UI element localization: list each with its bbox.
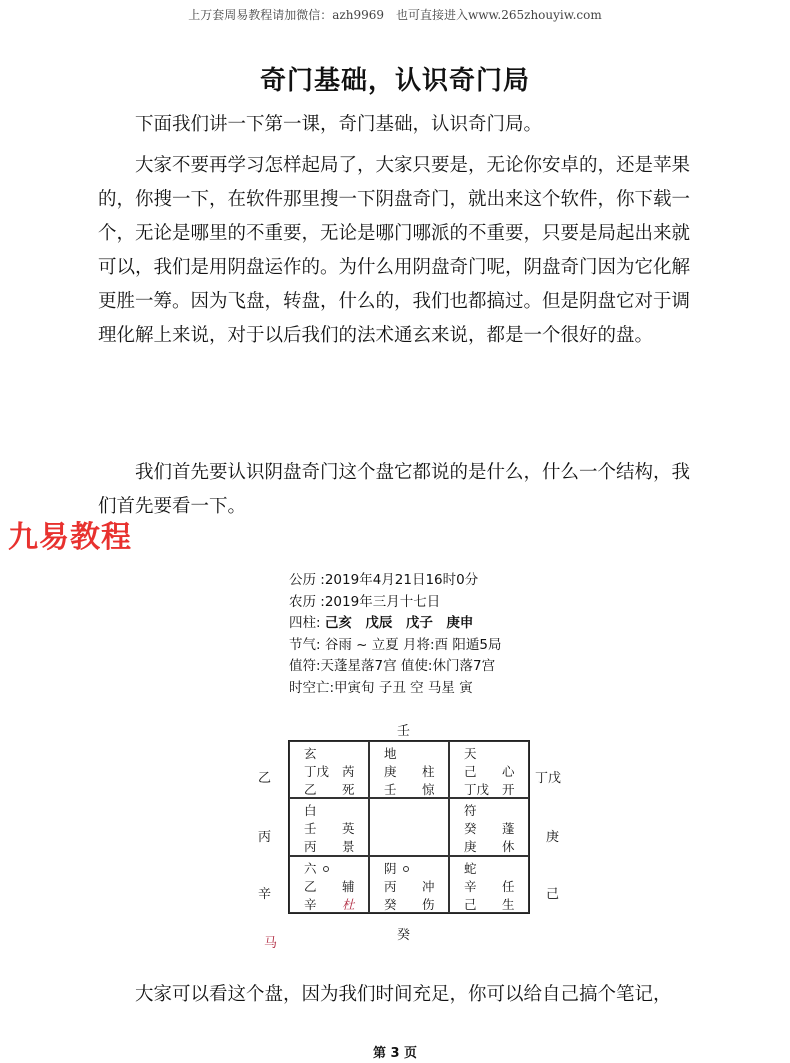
palace-god: 玄 (304, 746, 317, 761)
palace-cell-4 (289, 798, 369, 855)
paragraph-3: 我们首先要认识阴盘奇门这个盘它都说的是什么，什么一个结构，我们首先要看一下。 (98, 462, 691, 517)
sizhu-value: 己亥 戊辰 戊子 庚申 (324, 615, 474, 631)
palace-god: 符 (464, 803, 477, 819)
grid-right-label-1: 丁戊 (535, 771, 562, 786)
palace-r3r: 惊 (422, 782, 435, 797)
palace-r2r: 心 (502, 764, 515, 779)
palace-r3r: 休 (502, 839, 515, 855)
chart-info (289, 570, 501, 699)
grid-bottom-label: 癸 (397, 928, 411, 943)
palace-cell-8 (369, 856, 449, 913)
sizhu-label: 四柱: (289, 615, 325, 631)
palace-r2r: 英 (342, 821, 355, 837)
header-note: 上万套周易教程请加微信：azh9969 也可直接进入www.265zhouyiw.com (188, 8, 602, 22)
circle-dot-icon (323, 866, 329, 872)
palace-god-text: 阴 (384, 860, 397, 876)
palace-r2l: 丙 (384, 878, 397, 894)
paragraph-2: 大家不要再学习怎样起局了，大家只要是，无论你安卓的，还是苹果的，你搜一下，在软件那里搜一下阴盘奇门，就出来这个软件，你下载一个，无论是哪里的不重要，无论是哪门哪派的不重要，只要是局起出来就可以，我们是用阴盘运作的。为什么用阴盘奇门呢，阴盘奇门因为它化解更胜一筹。因为飞盘，转盘，什么的，我们也都搞过。但是阴盘它对于调理化解上来说，对于以后我们的法术通玄来说，都是一个很好的盘。 (98, 155, 691, 346)
palace-r2r: 辅 (342, 878, 355, 894)
palace-god: 白 (304, 803, 317, 819)
palace-god (304, 859, 329, 877)
palace-r3l: 丁戊 (464, 782, 490, 797)
palace-r3l: 乙 (304, 782, 317, 797)
jieqi-line: 节气: 谷雨 ~ 立夏 月将:酉 阳遁5局 (289, 636, 502, 653)
palace-god: 天 (464, 746, 477, 761)
palace-r2l: 己 (464, 764, 477, 779)
palace-r2l: 丁戊 (304, 764, 330, 779)
palace-god-text: 六 (304, 860, 317, 876)
palace-r3r: 景 (342, 839, 355, 855)
horse-mark: 马 (264, 936, 278, 951)
palace-god: 地 (384, 746, 397, 761)
palace-cell-9 (449, 856, 529, 913)
qimen-grid (288, 740, 530, 914)
grid-left-label-3: 辛 (258, 887, 272, 902)
gongli-line: 公历 :2019年4月21日16时0分 (289, 572, 479, 588)
paragraph-4: 大家可以看这个盘，因为我们时间充足，你可以给自己搞个笔记， (135, 984, 672, 1005)
palace-r3l: 壬 (384, 782, 397, 797)
circle-dot-icon (403, 866, 409, 872)
shikong-line: 时空亡:甲寅旬 子丑 空 马星 寅 (289, 679, 473, 696)
palace-god: 蛇 (464, 860, 477, 876)
sizhu-line (289, 613, 501, 635)
palace-cell-6 (449, 798, 529, 855)
palace-r2l: 乙 (304, 878, 317, 894)
palace-r2r: 芮 (342, 764, 355, 779)
palace-r2l: 癸 (464, 821, 477, 837)
grid-left-label-2: 丙 (258, 830, 272, 845)
watermark-logo: 九易教程 (8, 520, 132, 555)
zhifu-line: 值符:天蓬星落7宫 值使:休门落7宫 (289, 658, 496, 674)
palace-r3l: 己 (464, 896, 477, 912)
palace-r3r: 伤 (422, 896, 435, 912)
grid-left-label-1: 乙 (258, 771, 272, 786)
palace-r3l: 辛 (304, 896, 317, 912)
palace-r2l: 庚 (384, 764, 397, 779)
palace-r2r: 柱 (422, 764, 435, 779)
page-number: 第 3 页 (372, 1046, 418, 1061)
page-title: 奇门基础，认识奇门局 (259, 66, 530, 96)
palace-r3r: 开 (502, 782, 515, 797)
palace-r3l: 丙 (304, 839, 317, 855)
palace-r2r: 任 (502, 878, 515, 894)
palace-cell-3 (449, 741, 529, 798)
palace-r2l: 壬 (304, 821, 317, 837)
grid-right-label-3: 己 (546, 887, 560, 902)
palace-cell-2 (369, 741, 449, 798)
palace-cell-1 (289, 741, 369, 798)
grid-right-label-2: 庚 (546, 830, 560, 845)
grid-top-label: 壬 (397, 724, 411, 739)
nongli-line: 农历 :2019年三月十七日 (289, 593, 441, 610)
palace-r3l: 癸 (384, 896, 397, 912)
palace-r2r: 冲 (422, 878, 435, 894)
palace-cell-5 (369, 798, 449, 855)
palace-r3l: 庚 (464, 839, 477, 855)
palace-r2l: 辛 (464, 878, 477, 894)
palace-r3r: 杜 (342, 896, 355, 912)
palace-cell-7 (289, 856, 369, 913)
palace-r3r: 死 (342, 782, 355, 797)
palace-r3r: 生 (502, 896, 515, 912)
palace-r2r: 蓬 (502, 821, 515, 837)
palace-god (384, 859, 409, 877)
paragraph-1: 下面我们讲一下第一课，奇门基础，认识奇门局。 (135, 114, 543, 135)
